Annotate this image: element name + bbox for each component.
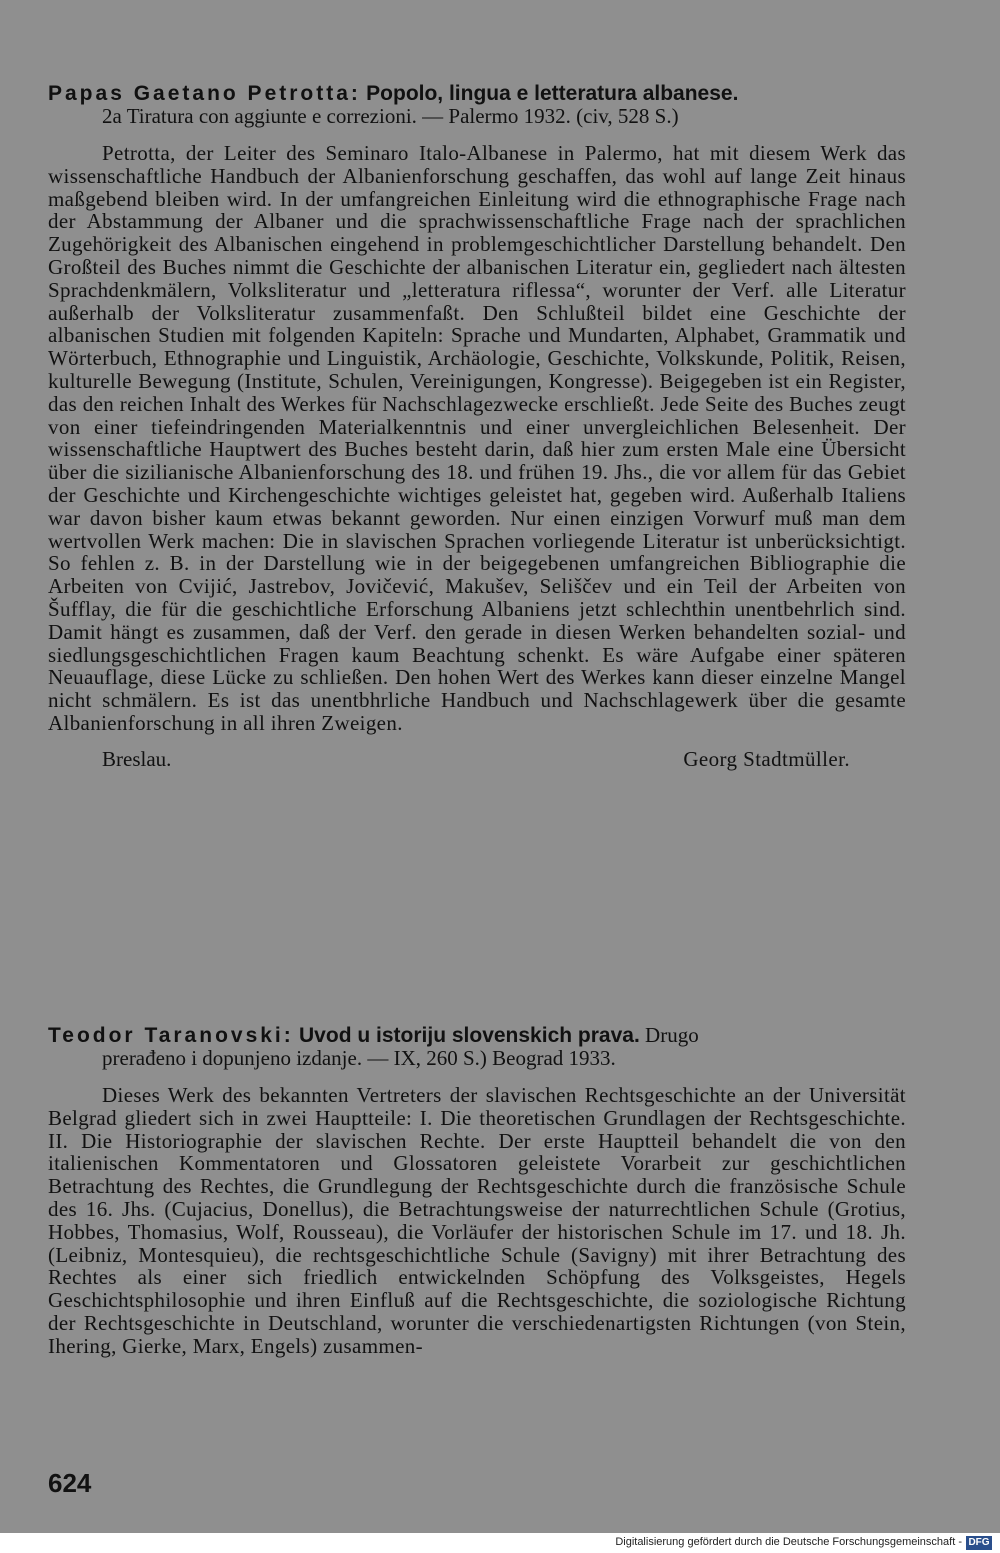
review-author: Teodor Taranovski: xyxy=(48,1024,294,1047)
dfg-logo: DFG xyxy=(966,1536,992,1550)
review-book-title: Popolo, lingua e letteratura albanese. xyxy=(366,82,739,105)
review-publication-info-start: Drugo xyxy=(645,1023,699,1047)
review-taranovski xyxy=(48,1024,906,1358)
review-body-text: Dieses Werk des bekannten Vertreters der slavischen Rechtsgeschichte an der Universität Belgrad gliedert sich in zwei Hauptteile: I. Die theoretischen Grundlagen der Rechtsgeschichte. II. Die Historiographie der slavischen Rechte. Der erste Hauptteil behandelt die von den italienischen Kommentatoren und Glossatoren geleistete Vorarbeit zur geschichtlichen Betrachtung des Rechtes, die Grundlegung der Rechtsgeschichte durch die französische Schule des 16. Jhs. (Cujacius, Donellus), die Betrachtungsweise der naturrechtlichen Schule (Grotius, Hobbes, Thomasius, Wolf, Rousseau), die Vorläufer der historischen Schule im 17. und 18. Jh. (Leibniz, Montesquieu), die rechtsgeschichtliche Schule (Savigny) mit ihrer Betrachtung des Rechtes als einer sich friedlich entwickelnden Schöpfung des Volksgeistes, Hegels Geschichtsphilosophie und ihren Einfluß auf die Rechtsgeschichte, die soziologische Richtung der Rechtsgeschichte in Deutschland, worunter die verschiedenartigsten Richtungen (von Stein, Ihering, Gierke, Marx, Engels) zusammen- xyxy=(48,1083,906,1358)
reviewer-name: Georg Stadtmüller. xyxy=(683,746,850,771)
review-heading xyxy=(48,1024,906,1070)
review-publication-info: 2a Tiratura con aggiunte e correzioni. — Palermo 1932. (civ, 528 S.) xyxy=(102,104,679,128)
footer-credit-text: Digitalisierung gefördert durch die Deutsche Forschungsgemeinschaft - xyxy=(615,1536,962,1548)
review-heading xyxy=(48,82,906,128)
review-signature xyxy=(48,747,906,771)
digitization-footer xyxy=(0,1533,1000,1553)
review-body-text: Petrotta, der Leiter des Seminaro Italo-Albanese in Palermo, hat mit diesem Werk das wissenschaftliche Handbuch der Albanienforschung geschaffen, das wohl auf lange Zeit hinaus maßgebend bleiben wird. In der umfangreichen Einleitung wird die ethnographische Frage nach der Abstammung der Albaner und die sprachwissenschaftliche Frage nach der sprachlichen Zugehörigkeit des Albanischen eingehend in problemgeschichtlicher Darstellung behandelt. Den Großteil des Buches nimmt die Geschichte der albanischen Literatur ein, gegliedert nach ältesten Sprachdenkmälern, Volksliteratur und „letteratura riflessa“, worunter der Verf. alle Literatur außerhalb der Volksliteratur zusammenfaßt. Den Schlußteil bildet eine Geschichte der albanischen Studien mit folgenden Kapiteln: Sprache und Mundarten, Alphabet, Grammatik und Wörterbuch, Ethnographie und Linguistik, Archäologie, Geschichte, Volkskunde, Politik, Reisen, kulturelle Bewegung (Institute, Schulen, Vereinigungen, Kongresse). Beigegeben ist ein Register, das den reichen Inhalt des Werkes für Nachschlagezwecke erschließt. Jede Seite des Buches zeugt von einer tiefeindringenden Materialkenntnis und einer unvergleichlichen Belesenheit. Der wissenschaftliche Hauptwert des Buches besteht darin, daß hier zum ersten Male eine Übersicht über die sizilianische Albanienforschung des 18. und frühen 19. Jhs., die vor allem für das Gebiet der Geschichte und Kirchengeschichte wichtiges geleistet hat, gegeben wird. Außerhalb Italiens war davon bisher kaum etwas bekannt geworden. Nur einen einzigen Vorwurf muß man dem wertvollen Werk machen: Die in slavischen Sprachen vorliegende Literatur ist unberücksichtigt. So fehlen z. B. in der Darstellung wie in der beigegebenen umfangreichen Bibliographie die Arbeiten von Cvijić, Jastrebov, Jovičević, Makušev, Seliščev und ein Teil der Arbeiten von Šufflay, die für die geschichtliche Erforschung Albaniens jetzt schlechthin unentbehrlich sind. Damit hängt es zusammen, daß der Verf. den gerade in diesen Werken behandelten sozial- und siedlungsgeschichtlichen Fragen kaum Beachtung schenkt. Es wäre Aufgabe einer späteren Neuauflage, diese Lücke zu schließen. Den hohen Wert des Werkes kann dieser einzelne Mangel nicht schmälern. Es ist das unentbhrliche Handbuch und Nachschlagewerk über die gesamte Albanienforschung in all ihren Zweigen. xyxy=(48,141,906,735)
review-author: Papas Gaetano Petrotta: xyxy=(48,82,361,105)
review-book-title: Uvod u istoriju slovenskich prava. xyxy=(299,1024,640,1047)
page-number: 624 xyxy=(48,1468,92,1498)
review-place: Breslau. xyxy=(102,746,172,771)
review-publication-info: prerađeno i dopunjeno izdanje. — IX, 260 S.) Beograd 1933. xyxy=(102,1046,616,1070)
review-petrotta xyxy=(48,82,906,771)
